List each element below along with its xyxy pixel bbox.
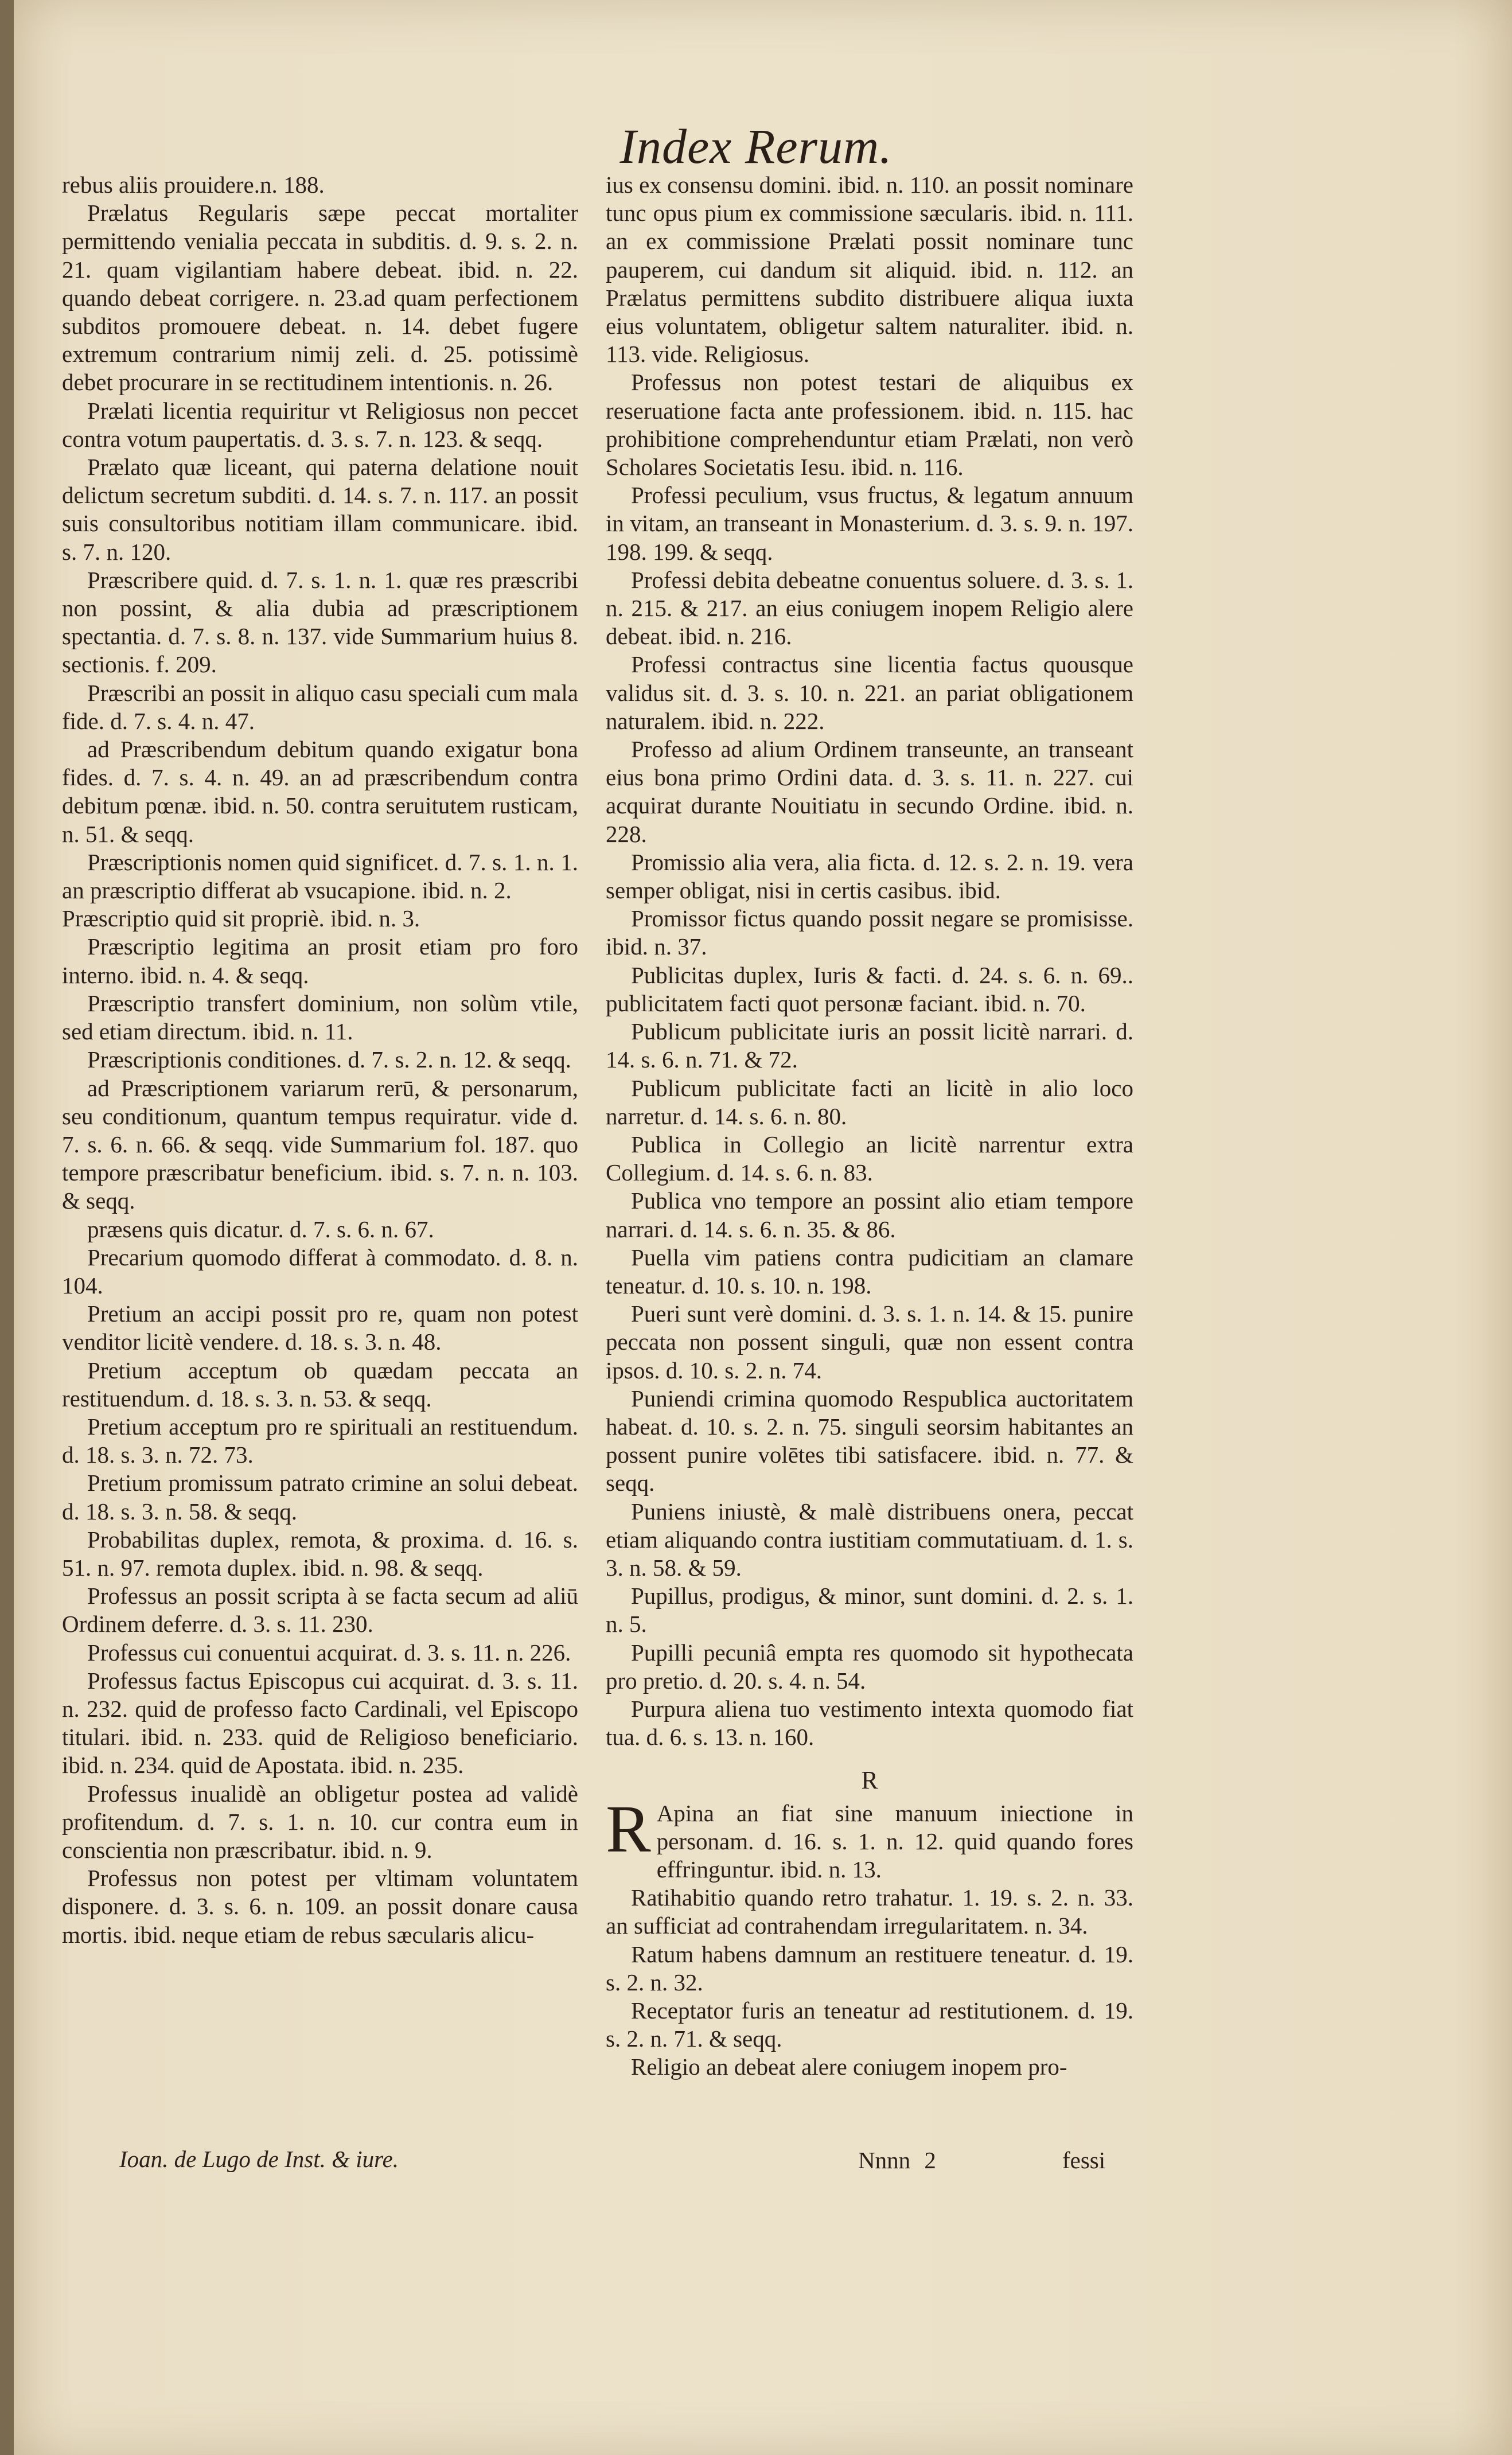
index-entry: Ratihabitio quando retro trahatur. 1. 19. s. 2. n. 33. an sufficiat ad contrahendam irregularitatem. n. 34. xyxy=(606,1884,1133,1939)
index-entry: Puniendi crimina quomodo Respublica auctoritatem habeat. d. 10. s. 2. n. 75. singuli seorsim habitantes an possent punire volētes tibi satisfacere. ibid. n. 77. & seqq. xyxy=(606,1385,1133,1497)
index-entry: Professi debita debeatne conuentus soluere. d. 3. s. 1. n. 215. & 217. an eius coniugem inopem Religio alere debeat. ibid. n. 216. xyxy=(606,566,1133,650)
index-entry: Professus non potest per vltimam voluntatem disponere. d. 3. s. 6. n. 109. an possit donare causa mortis. ibid. neque etiam de rebus sæcularis alicu- xyxy=(62,1865,578,1948)
index-entry: Receptator furis an teneatur ad restitutionem. d. 19. s. 2. n. 71. & seqq. xyxy=(606,1997,1133,2052)
index-entry: Publicitas duplex, Iuris & facti. d. 24. s. 6. n. 69.. publicitatem facti quot personæ faciant. ibid. n. 70. xyxy=(606,961,1133,1016)
index-entry: Purpura aliena tuo vestimento intexta quomodo fiat tua. d. 6. s. 13. n. 160. xyxy=(606,1695,1133,1751)
index-entry: Professi contractus sine licentia factus quousque validus sit. d. 3. s. 10. n. 221. an pariat obligationem naturalem. ibid. n. 222. xyxy=(606,651,1133,734)
dropcap-letter: R xyxy=(606,1791,651,1866)
index-entry: Pretium an accipi possit pro re, quam non potest venditor licitè vendere. d. 18. s. 3. n. 48. xyxy=(62,1300,578,1355)
right-column xyxy=(606,171,1133,2082)
index-entry: Præscribi an possit in aliquo casu speciali cum mala fide. d. 7. s. 4. n. 47. xyxy=(62,679,578,734)
index-entry: Pretium promissum patrato crimine an solui debeat. d. 18. s. 3. n. 58. & seqq. xyxy=(62,1470,578,1525)
index-entry: Professus factus Episcopus cui acquirat. d. 3. s. 11. n. 232. quid de professo facto Cardinali, vel Episcopo titulari. ibid. n. 233. quid de Religioso beneficiario. ibid. n. 234. quid de Apostata. ibid. n. 235. xyxy=(62,1667,578,1779)
index-entry: Professus non potest testari de aliquibus ex reseruatione facta ante professionem. ibid. n. 115. hac prohibitione comprehenduntur etiam Prælati, non verò Scholares Societatis Iesu. ibid. n. 116. xyxy=(606,369,1133,481)
section-letter-r: R xyxy=(861,1766,878,1795)
index-entry: ius ex consensu domini. ibid. n. 110. an possit nominare tunc opus pium ex commissione sæcularis. ibid. n. 111. an ex commissione Prælati possit nominare tunc pauperem, cui dandum sit aliquid. ibid. n. 112. an Prælatus permittens subdito distribuere aliqua iuxta eius voluntatem, obligetur saltem naturaliter. ibid. n. 113. vide. Religiosus. xyxy=(606,172,1133,368)
index-entry: Puniens iniustè, & malè distribuens onera, peccat etiam aliquando contra iustitiam commutatiuam. d. 1. s. 3. n. 58. & 59. xyxy=(606,1498,1133,1581)
index-entry: Præscriptio quid sit propriè. ibid. n. 3. xyxy=(62,905,420,932)
index-entry: rebus aliis prouidere.n. 188. xyxy=(62,172,325,198)
index-entry: Prælati licentia requiritur vt Religiosus non peccet contra votum paupertatis. d. 3. s. 7. n. 123. & seqq. xyxy=(62,397,578,452)
page-header-title: Index Rerum. xyxy=(619,119,893,174)
index-entry: Prælatus Regularis sæpe peccat mortaliter permittendo venialia peccata in subditis. d. 9. s. 2. n. 21. quam vigilantiam habere debeat. ibid. n. 22. quando debeat corrigere. n. 23.ad quam perfectionem subditos promouere debeat. n. 14. debet fugere extremum contrarium nimij zeli. d. 25. potissimè debet procurare in se rectitudinem intentionis. n. 26. xyxy=(62,200,578,396)
index-entry: Pretium acceptum ob quædam peccata an restituendum. d. 18. s. 3. n. 53. & seqq. xyxy=(62,1357,578,1412)
index-entry: Publica in Collegio an licitè narrentur extra Collegium. d. 14. s. 6. n. 83. xyxy=(606,1131,1133,1186)
index-entry: Promissio alia vera, alia ficta. d. 12. s. 2. n. 19. vera semper obligat, nisi in certis casibus. ibid. xyxy=(606,848,1133,904)
index-entry: Publicum publicitate facti an licitè in alio loco narretur. d. 14. s. 6. n. 80. xyxy=(606,1074,1133,1129)
index-entry: Puella vim patiens contra pudicitiam an clamare teneatur. d. 10. s. 10. n. 198. xyxy=(606,1244,1133,1299)
index-entry: Pretium acceptum pro re spirituali an restituendum. d. 18. s. 3. n. 72. 73. xyxy=(62,1413,578,1468)
index-entry: Præscriptionis nomen quid significet. d. 7. s. 1. n. 1. an præscriptio differat ab vsucapione. ibid. n. 2. xyxy=(62,848,578,904)
index-entry: Publicum publicitate iuris an possit licitè narrari. d. 14. s. 6. n. 71. & 72. xyxy=(606,1018,1133,1073)
page-edge xyxy=(0,0,14,2455)
index-entry: Pupillus, prodigus, & minor, sunt domini. d. 2. s. 1. n. 5. xyxy=(606,1583,1133,1638)
dropcap-entry xyxy=(606,1791,1133,1884)
index-entry: ad Præscribendum debitum quando exigatur bona fides. d. 7. s. 4. n. 49. an ad præscribendum contra debitum pœnæ. ibid. n. 50. contra seruitutem rusticam, n. 51. & seqq. xyxy=(62,736,578,847)
index-entry: Professi peculium, vsus fructus, & legatum annuum in vitam, an transeant in Monasterium. d. 3. s. 9. n. 197. 198. 199. & seqq. xyxy=(606,482,1133,565)
left-column xyxy=(62,171,578,1949)
dropcap-entry-text: Apina an fiat sine manuum iniectione in personam. d. 16. s. 1. n. 12. quid quando fores effringuntur. ibid. n. 13. xyxy=(656,1799,1133,1883)
index-entry: præsens quis dicatur. d. 7. s. 6. n. 67. xyxy=(87,1215,434,1242)
index-entry: Pueri sunt verè domini. d. 3. s. 1. n. 14. & 15. punire peccata non possent singuli, quæ non essent contra ipsos. d. 10. s. 2. n. 74. xyxy=(606,1300,1133,1384)
index-entry: Promissor fictus quando possit negare se promisisse. ibid. n. 37. xyxy=(606,905,1133,960)
right-column-r-entries xyxy=(606,1884,1133,2081)
index-entry: Professus an possit scripta à se facta secum ad aliū Ordinem deferre. d. 3. s. 11. 230. xyxy=(62,1583,578,1638)
signature-mark: Nnnn 2 xyxy=(858,2147,936,2173)
index-entry: Præscribere quid. d. 7. s. 1. n. 1. quæ res præscribi non possint, & alia dubia ad præscriptionem spectantia. d. 7. s. 8. n. 137. vide Summarium huius 8. sectionis. f. 209. xyxy=(62,566,578,678)
right-column-entries xyxy=(606,171,1133,1751)
index-entry: Religio an debeat alere coniugem inopem pro- xyxy=(631,2053,1067,2080)
index-entry: Ratum habens damnum an restituere teneatur. d. 19. s. 2. n. 32. xyxy=(606,1940,1133,1996)
index-entry: Professo ad alium Ordinem transeunte, an transeant eius bona primo Ordini data. d. 3. s. 11. n. 227. cui acquirat durante Nouitiatu in secundo Ordine. ibid. n. 228. xyxy=(606,736,1133,847)
index-entry: Probabilitas duplex, remota, & proxima. d. 16. s. 51. n. 97. remota duplex. ibid. n. 98. & seqq. xyxy=(62,1526,578,1581)
running-title: Ioan. de Lugo de Inst. & iure. xyxy=(119,2146,399,2172)
index-entry: Professus cui conuentui acquirat. d. 3. s. 11. n. 226. xyxy=(87,1639,571,1666)
index-entry: ad Præscriptionem variarum rerū, & personarum, seu conditionum, quantum tempus requiratur. vide d. 7. s. 6. n. 66. & seqq. vide Summarium fol. 187. quo tempore præscribatur beneficium. ibid. s. 7. n. n. 103. & seqq. xyxy=(62,1074,578,1214)
index-entry: Prælato quæ liceant, qui paterna delatione nouit delictum secretum subditi. d. 14. s. 7. n. 117. an possit suis consultoribus notitiam illam communicare. ibid. s. 7. n. 120. xyxy=(62,454,578,565)
index-entry: Præscriptionis conditiones. d. 7. s. 2. n. 12. & seqq. xyxy=(87,1046,571,1073)
index-entry: Precarium quomodo differat à commodato. d. 8. n. 104. xyxy=(62,1244,578,1299)
index-entry: Professus inualidè an obligetur postea ad validè profitendum. d. 7. s. 1. n. 10. cur contra eum in conscientia non præscribatur. ibid. n. 9. xyxy=(62,1780,578,1863)
index-entry: Pupilli pecuniâ empta res quomodo sit hypothecata pro pretio. d. 20. s. 4. n. 54. xyxy=(606,1639,1133,1694)
index-entry: Præscriptio legitima an prosit etiam pro foro interno. ibid. n. 4. & seqq. xyxy=(62,933,578,988)
index-entry: Præscriptio transfert dominium, non solùm vtile, sed etiam directum. ibid. n. 11. xyxy=(62,989,578,1045)
index-entry: Publica vno tempore an possint alio etiam tempore narrari. d. 14. s. 6. n. 35. & 86. xyxy=(606,1187,1133,1242)
catchword: fessi xyxy=(1062,2147,1106,2173)
